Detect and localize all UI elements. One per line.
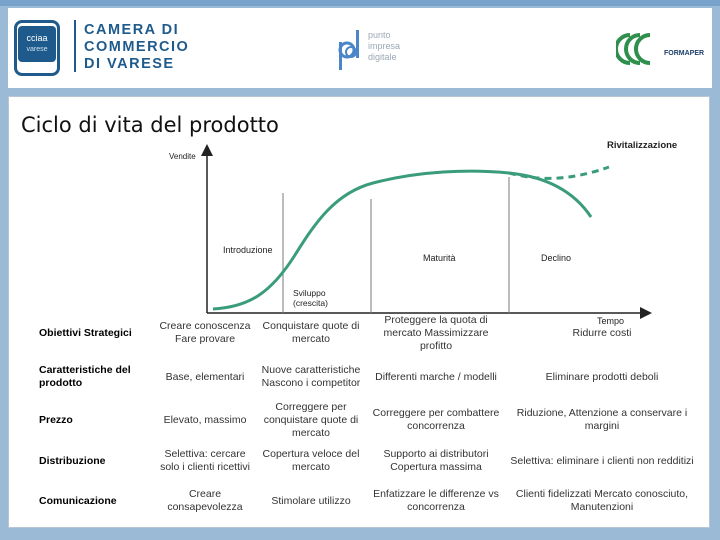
- row-label: Prezzo: [39, 413, 73, 426]
- table-cell: Elevato, massimo: [163, 413, 247, 426]
- camera-line-2: COMMERCIO: [84, 39, 190, 55]
- formaper-logo-icon: [616, 32, 656, 66]
- table-cell: Creare conoscenza Fare provare: [159, 320, 251, 345]
- punto-line-1: punto: [368, 30, 391, 40]
- table-cell: Ridurre costi: [572, 326, 632, 339]
- camera-line-3: DI VARESE: [84, 56, 175, 72]
- phase-label-sviluppo: Sviluppo: [293, 288, 326, 298]
- table-cell: Selettiva: cercare solo i clienti ricettivi: [160, 448, 250, 473]
- y-axis-label: Vendite: [169, 152, 196, 161]
- table-cell: Copertura veloce del mercato: [262, 448, 360, 473]
- formaper-label: FORMAPER: [664, 50, 705, 57]
- camera-line-1: CAMERA DI: [84, 22, 180, 38]
- slide-title: Ciclo di vita del prodotto: [21, 113, 279, 137]
- table-cell: Eliminare prodotti deboli: [545, 370, 659, 383]
- table-cell: Supporto ai distributori Copertura massima: [383, 448, 489, 473]
- slide-content: [8, 96, 710, 528]
- table-row: [33, 441, 697, 481]
- lifecycle-table: [33, 311, 697, 521]
- table-row: [33, 311, 697, 355]
- row-label: Caratteristiche del prodotto: [39, 364, 131, 389]
- table-cell: Proteggere la quota di mercato Massimizzare profitto: [383, 313, 489, 352]
- table-cell: Creare consapevolezza: [167, 488, 243, 513]
- table-cell: Selettiva: eliminare i clienti non redditizi: [510, 454, 694, 467]
- table-cell: Conquistare quote di mercato: [262, 320, 360, 345]
- rivitalizzazione-label: Rivitalizzazione: [607, 140, 678, 151]
- table-row: [33, 481, 697, 521]
- row-label: Distribuzione: [39, 454, 106, 467]
- phase-label-introduzione: Introduzione: [223, 245, 273, 255]
- punto-impresa-digitale-text: [368, 30, 400, 63]
- row-label: Obiettivi Strategici: [39, 326, 132, 339]
- punto-impresa-digitale-icon: [336, 28, 364, 72]
- table-cell: Enfatizzare le differenze vs concorrenza: [373, 488, 499, 513]
- table-cell: Correggere per combattere concorrenza: [372, 407, 500, 432]
- cciaa-logo-text: cciaa: [26, 33, 48, 43]
- phase-label-sviluppo-sub: (crescita): [293, 298, 328, 308]
- table-cell: Stimolare utilizzo: [271, 494, 351, 507]
- table-cell: Base, elementari: [165, 370, 245, 383]
- punto-line-3: digitale: [368, 52, 397, 62]
- table-cell: Nuove caratteristiche Nascono i competitor: [261, 364, 361, 389]
- header-logos: [8, 8, 712, 88]
- table-cell: Correggere per conquistare quote di mercato: [263, 400, 359, 439]
- lifecycle-curve: [213, 171, 591, 309]
- phase-label-declino: Declino: [541, 253, 572, 263]
- table-cell: Clienti fidelizzati Mercato conosciuto, Manutenzioni: [515, 488, 689, 513]
- phase-label-maturita: Maturità: [423, 253, 456, 263]
- rivitalizzazione-curve: [509, 167, 609, 178]
- logo-divider: [74, 20, 76, 72]
- row-label: Comunicazione: [39, 494, 117, 507]
- camera-commercio-logo: [84, 22, 189, 73]
- x-axis-label: Tempo: [597, 316, 625, 326]
- table-row: [33, 355, 697, 399]
- table-cell: Riduzione, Attenzione a conservare i margini: [516, 407, 688, 432]
- top-accent-bar: [0, 0, 720, 6]
- punto-line-2: impresa: [368, 41, 401, 51]
- table-row: [33, 399, 697, 441]
- cciaa-logo-subtext: varese: [26, 46, 48, 53]
- cciaa-logo: [18, 26, 56, 62]
- table-cell: Differenti marche / modelli: [375, 370, 497, 383]
